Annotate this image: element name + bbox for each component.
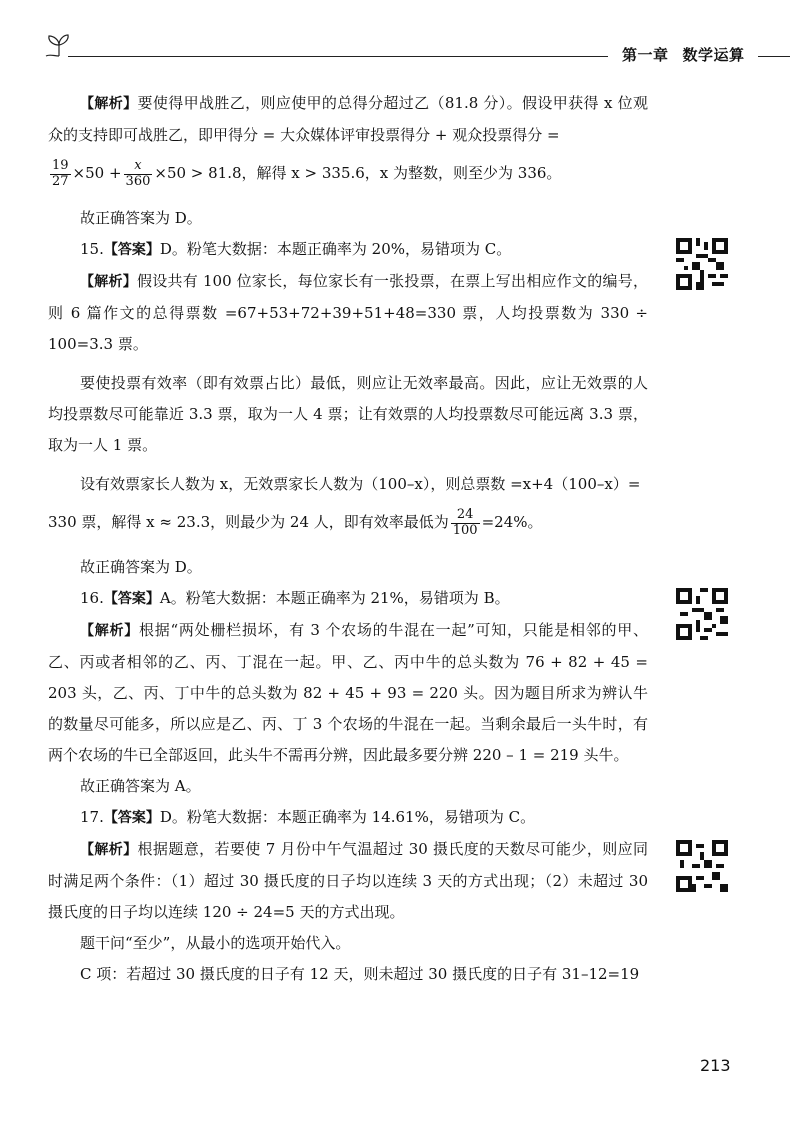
analysis-text: 假设共有 100 位家长，每位家长有一张投票，在票上写出相应作文的编号，则 6 篇作文的总得票数 =67+53+72+39+51+48=330 票，人均投票数为 330 ÷ 100=3.3 票。 [48,272,649,353]
qr-code-icon[interactable] [676,588,728,640]
analysis-tag: 【解析】 [80,623,139,639]
page-body [48,88,648,990]
sprout-icon [44,32,74,58]
chapter-label: 第一章 [622,46,669,64]
analysis-paragraph-q15-2: 要使投票有效率（即有效票占比）最低，则应让无效率最高。因此，应让无效票的人均投票数尽可能靠近 3.3 票，取为一人 4 票；让有效票的人均投票数尽可能远离 3.3 票，取为一人 1 票。 [48,374,648,454]
answer-stats: A。粉笔大数据：本题正确率为 21%，易错项为 B。 [159,589,510,607]
equation-tail: =24%。 [481,513,543,531]
section-label: 数学运算 [682,46,745,64]
answer-line-q15: 故正确答案为 D。 [80,558,202,576]
answer-tag: 【答案】 [103,591,160,607]
fraction-denominator: 100 [452,522,478,538]
fraction-denominator: 360 [125,173,151,189]
analysis-paragraph-q14 [48,88,648,151]
fraction-numerator: 19 [52,158,69,174]
answer-line-q16: 故正确答案为 A。 [80,777,201,795]
analysis-paragraph-q17-3: C 项：若超过 30 摄氏度的日子有 12 天，则未超过 30 摄氏度的日子有 31–12=19 [80,965,640,983]
analysis-text: 根据“两处栅栏损坏，有 3 个农场的牛混在一起”可知，只能是相邻的甲、乙、丙或者相邻的乙、丙、丁混在一起。甲、乙、丙中牛的总头数为 76 + 82 + 45 = 203 头，乙、丙、丁中牛的总头数为 82 + 45 + 93 = 220 头。因为题目所求为辨认牛的数量尽可能多，所以应是乙、丙、丁 3 个农场的牛混在一起。当剩余最后一头牛时，有两个农场的牛已全部返回，此头牛不需再分辨，因此最多要分辨 220 – 1 = 219 头牛。 [48,621,649,764]
qr-code-icon[interactable] [676,238,728,290]
header-rule-left [68,56,608,57]
equation-head: 330 票，解得 x ≈ 23.3，则最少为 24 人，即有效率最低为 [48,513,449,531]
answer-tag: 【答案】 [103,242,160,258]
page-header [30,32,790,72]
question-number: 15. [80,240,104,258]
qr-code-icon[interactable] [676,840,728,892]
fraction-19-27 [50,159,71,189]
page-number: 213 [700,1056,731,1075]
answer-tag: 【答案】 [103,810,160,826]
analysis-text: 要使得甲战胜乙，则应使甲的总得分超过乙（81.8 分）。假设甲获得 x 位观众的支持即可战胜乙，即甲得分 = 大众媒体评审投票得分 + 观众投票得分 = [48,94,648,144]
analysis-tag: 【解析】 [80,842,138,858]
question-number: 17. [80,808,104,826]
analysis-paragraph-q15 [48,266,648,360]
chapter-title [622,44,745,65]
answer-heading-q15 [48,234,648,266]
answer-stats: D。粉笔大数据：本题正确率为 20%，易错项为 C。 [159,240,512,258]
answer-heading-q16 [48,583,648,615]
analysis-paragraph-q16 [48,615,648,771]
answer-heading-q17 [48,802,648,834]
equation-line-q15 [48,500,648,544]
answer-stats: D。粉笔大数据：本题正确率为 14.61%，易错项为 C。 [159,808,536,826]
analysis-paragraph-q15-3: 设有效票家长人数为 x，无效票家长人数为（100–x），则总票数 =x+4（100–x）= [80,475,641,493]
analysis-text: 根据题意，若要使 7 月份中午气温超过 30 摄氏度的天数尽可能少，则应同时满足两个条件：（1）超过 30 摄氏度的日子均以连续 3 天的方式出现；（2）未超过 30 摄氏度的日子均以连续 120 ÷ 24=5 天的方式出现。 [48,840,648,921]
equation-line-q14 [48,151,648,195]
fraction-x-360 [124,159,153,189]
analysis-paragraph-q17 [48,834,648,928]
question-number: 16. [80,589,104,607]
equation-mid: ×50 + [72,164,122,182]
analysis-tag: 【解析】 [80,274,137,290]
fraction-denominator: 27 [52,173,69,189]
analysis-tag: 【解析】 [80,96,138,112]
analysis-paragraph-q17-2: 题干问“至少”，从最小的选项开始代入。 [80,934,351,952]
header-rule-right [758,56,790,57]
fraction-24-100 [451,508,480,538]
equation-tail: ×50 > 81.8，解得 x > 335.6，x 为整数，则至少为 336。 [154,164,562,182]
answer-line-q14: 故正确答案为 D。 [80,209,202,227]
fraction-numerator: x [124,159,153,174]
fraction-numerator: 24 [451,508,480,523]
